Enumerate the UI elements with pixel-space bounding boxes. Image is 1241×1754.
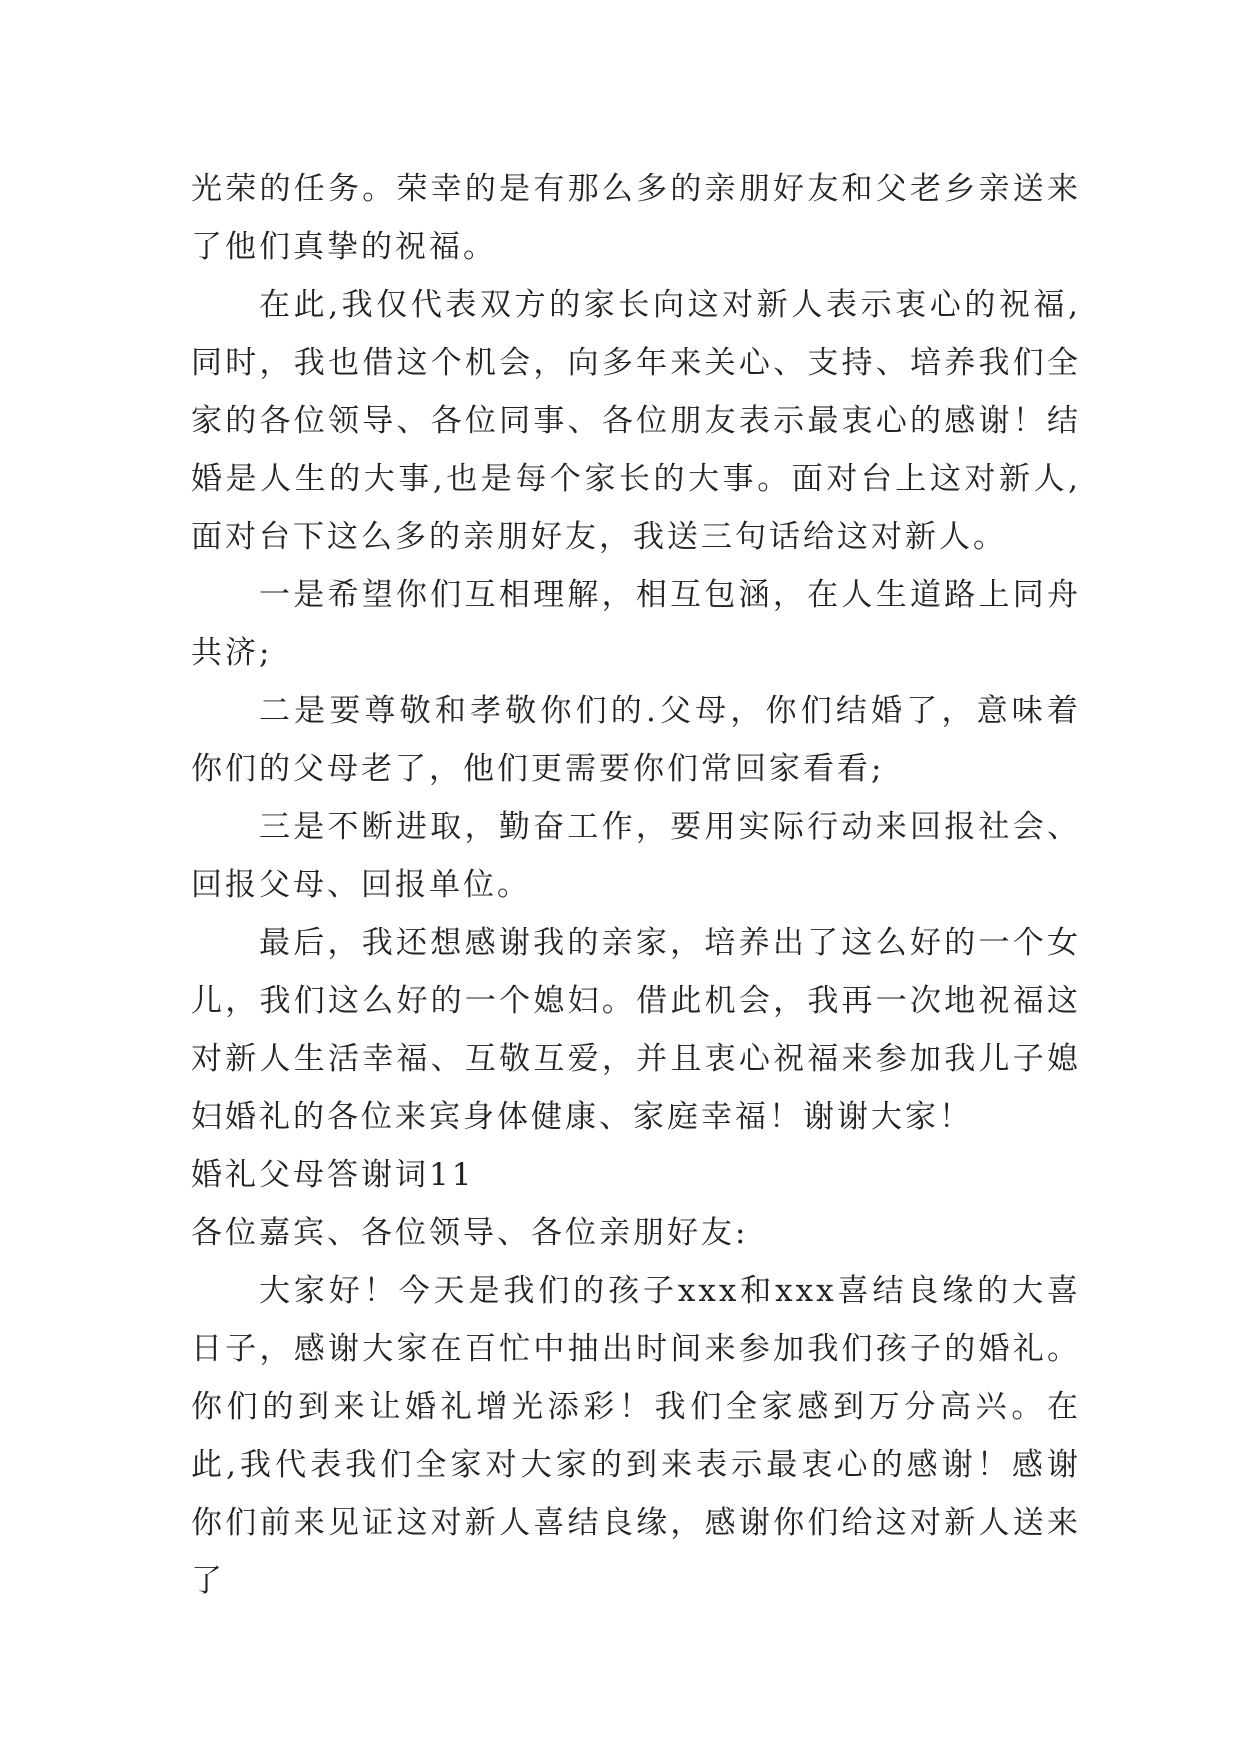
paragraph-3: 一是希望你们互相理解，相互包涵，在人生道路上同舟共济; (191, 577, 1081, 671)
section-title: 婚礼父母答谢词11 (191, 1157, 475, 1193)
paragraph-4: 二是要尊敬和孝敬你们的.父母，你们结婚了，意味着你们的父母老了，他们更需要你们常回家看看; (191, 693, 1081, 787)
salutation: 各位嘉宾、各位领导、各位亲朋好友: (191, 1215, 749, 1251)
paragraph-1: 光荣的任务。荣幸的是有那么多的亲朋好友和父老乡亲送来了他们真挚的祝福。 (191, 171, 1081, 265)
document-body (191, 160, 1081, 1610)
paragraph-9: 大家好！今天是我们的孩子xxx和xxx喜结良缘的大喜日子，感谢大家在百忙中抽出时间来参加我们孩子的婚礼。你们的到来让婚礼增光添彩！我们全家感到万分高兴。在此,我代表我们全家对大家的到来表示最衷心的感谢！感谢你们前来见证这对新人喜结良缘，感谢你们给这对新人送来了 (191, 1273, 1081, 1599)
paragraph-5: 三是不断进取，勤奋工作，要用实际行动来回报社会、回报父母、回报单位。 (191, 809, 1081, 903)
paragraph-6: 最后，我还想感谢我的亲家，培养出了这么好的一个女儿，我们这么好的一个媳妇。借此机会，我再一次地祝福这对新人生活幸福、互敬互爱，并且衷心祝福来参加我儿子媳妇婚礼的各位来宾身体健康、家庭幸福！谢谢大家！ (191, 925, 1081, 1135)
paragraph-2: 在此,我仅代表双方的家长向这对新人表示衷心的祝福,同时，我也借这个机会，向多年来关心、支持、培养我们全家的各位领导、各位同事、各位朋友表示最衷心的感谢！结婚是人生的大事,也是每个家长的大事。面对台上这对新人,面对台下这么多的亲朋好友，我送三句话给这对新人。 (191, 287, 1081, 555)
